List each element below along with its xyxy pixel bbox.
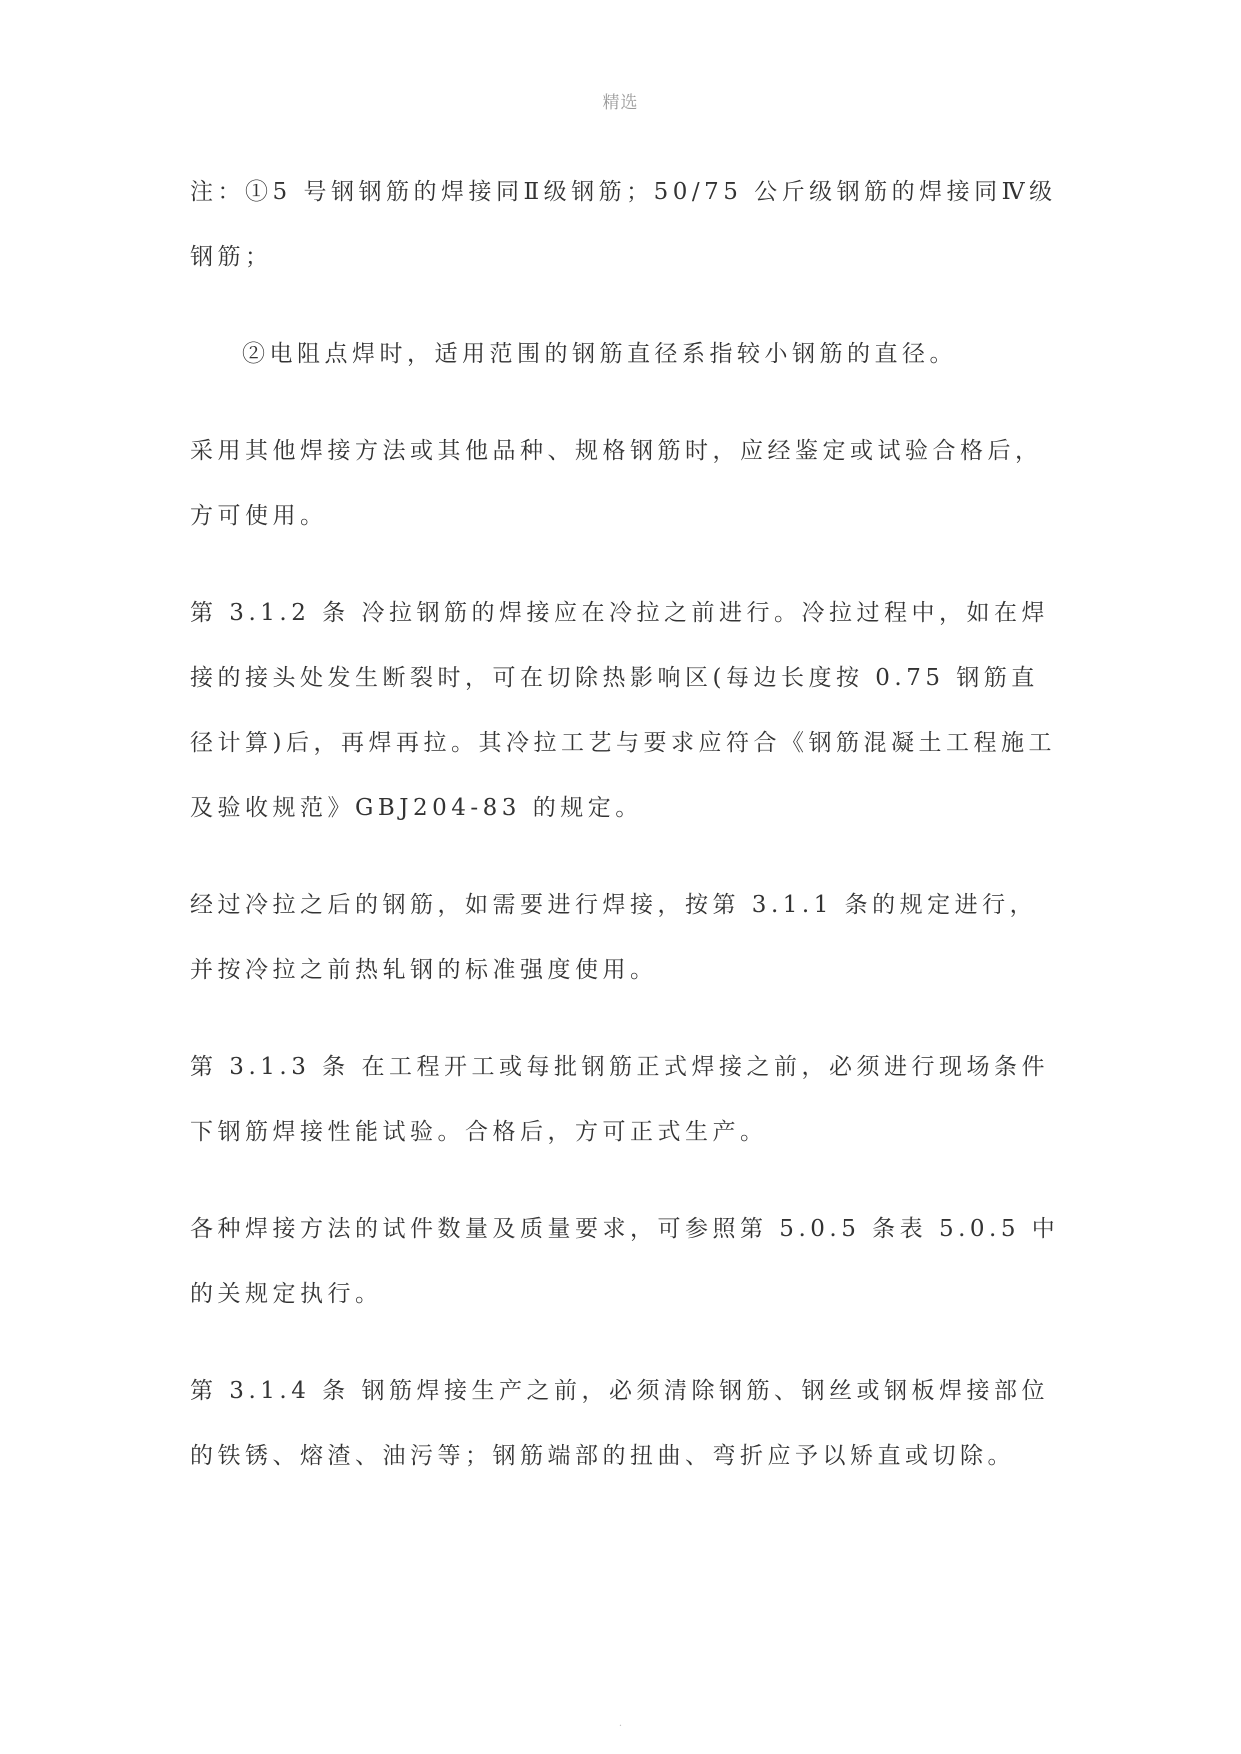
clause-3-1-2: 第 3.1.2 条 冷拉钢筋的焊接应在冷拉之前进行。冷拉过程中，如在焊接的接头处发生断裂时，可在切除热影响区(每边长度按 0.75 钢筋直径计算)后，再焊再拉。其冷拉工艺与要求应符合《钢筋混凝土工程施工及验收规范》GBJ204-83 的规定。 — [190, 600, 1056, 821]
note-paragraph: 注：①5 号钢钢筋的焊接同Ⅱ级钢筋；50/75 公斤级钢筋的焊接同Ⅳ级钢筋； — [190, 179, 1057, 270]
paragraph-other-methods: 采用其他焊接方法或其他品种、规格钢筋时，应经鉴定或试验合格后，方可使用。 — [190, 438, 1043, 529]
paragraph-after-cold-drawing: 经过冷拉之后的钢筋，如需要进行焊接，按第 3.1.1 条的规定进行，并按冷拉之前热轧钢的标准强度使用。 — [190, 892, 1038, 983]
note-item-2: ②电阻点焊时，适用范围的钢筋直径系指较小钢筋的直径。 — [242, 341, 957, 367]
paragraph-test-specimens: 各种焊接方法的试件数量及质量要求，可参照第 5.0.5 条表 5.0.5 中的关规定执行。 — [190, 1216, 1060, 1307]
document-body — [190, 160, 1060, 1489]
clause-3-1-3: 第 3.1.3 条 在工程开工或每批钢筋正式焊接之前，必须进行现场条件下钢筋焊接性能试验。合格后，方可正式生产。 — [190, 1054, 1049, 1145]
page-header: 精选 — [602, 93, 639, 113]
page-footer-mark: . — [618, 1718, 623, 1729]
clause-3-1-4: 第 3.1.4 条 钢筋焊接生产之前，必须清除钢筋、钢丝或钢板焊接部位的铁锈、熔渣、油污等；钢筋端部的扭曲、弯折应予以矫直或切除。 — [190, 1378, 1049, 1469]
